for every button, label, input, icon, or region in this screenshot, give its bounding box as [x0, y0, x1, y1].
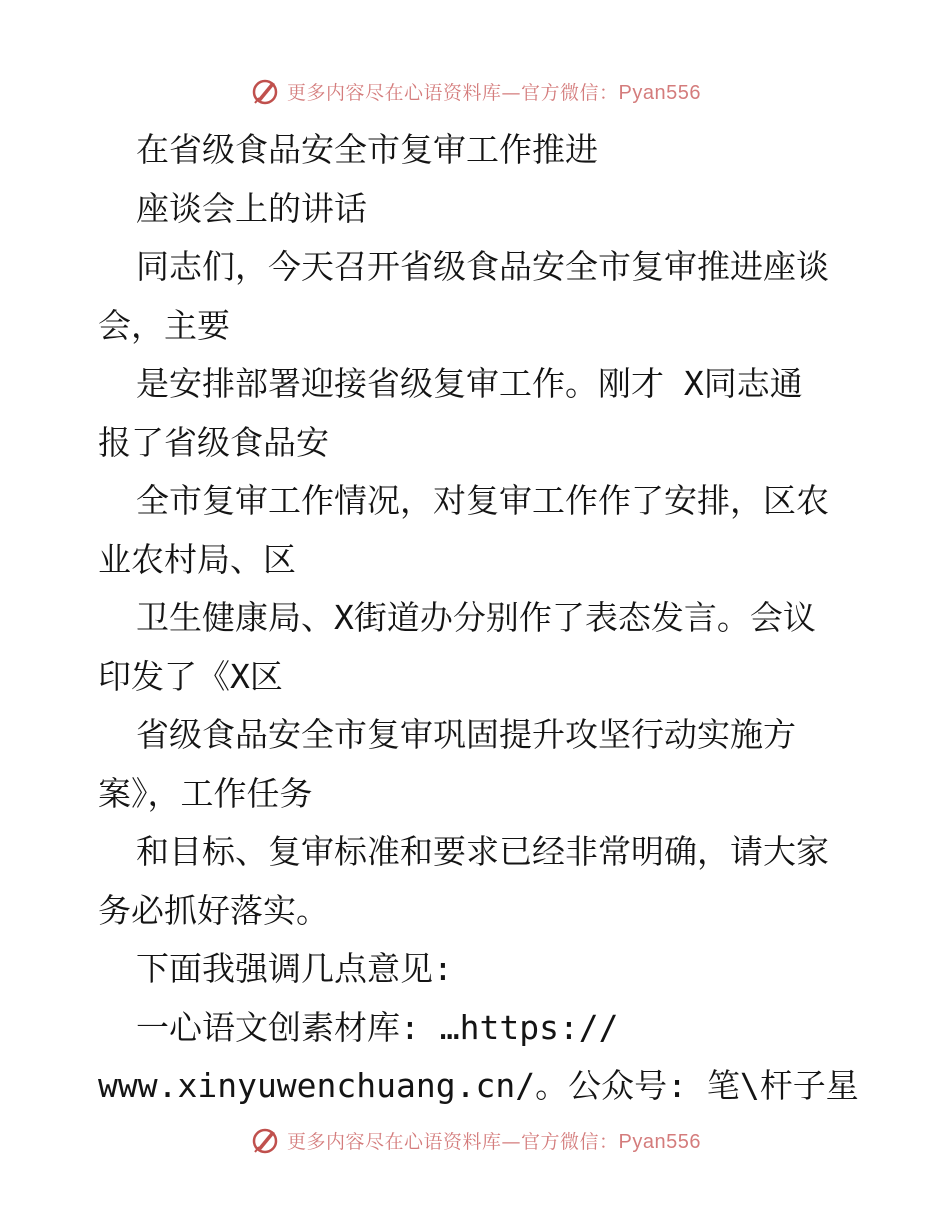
paragraph-line: 业农村局、区: [98, 539, 296, 579]
watermark-text: [287, 78, 701, 105]
paragraph-line: 全市复审工作情况，对复审工作作了安排，区农: [136, 481, 829, 520]
paragraph-line: 下面我强调几点意见:: [136, 949, 453, 988]
watermark-label: 更多内容尽在心语资料库—官方微信：: [287, 81, 619, 104]
quill-circle-icon: [249, 1124, 281, 1156]
paragraph-line: 报了省级食品安: [98, 422, 329, 462]
paragraph-line: 座谈会上的讲话: [136, 188, 367, 228]
paragraph-line: www.xinyuwenchuang.cn/。公众号: 笔\杆子星: [98, 1066, 859, 1105]
footer-watermark: [0, 1120, 950, 1160]
document-body: [98, 121, 858, 1116]
watermark-text: [287, 1127, 701, 1154]
paragraph-line: 印发了《X区: [98, 656, 283, 696]
paragraph-line: 案》，工作任务: [98, 773, 313, 813]
watermark-wechat-id: Pyan556: [618, 81, 701, 104]
paragraph-line: 是安排部署迎接省级复审工作。刚才 X同志通: [136, 364, 803, 403]
paragraph-line: 和目标、复审标准和要求已经非常明确，请大家: [136, 832, 829, 871]
paragraph-line: 一心语文创素材库: …https://: [136, 1007, 619, 1047]
paragraph-line: 省级食品安全市复审巩固提升攻坚行动实施方: [136, 715, 796, 754]
paragraph-line: 同志们，今天召开省级食品安全市复审推进座谈: [136, 247, 829, 286]
paragraph-line: 会，主要: [98, 305, 230, 345]
paragraph-line: 务必抓好落实。: [98, 890, 329, 930]
paragraph-line: 在省级食品安全市复审工作推进: [136, 130, 598, 169]
quill-circle-icon: [249, 75, 281, 107]
watermark-wechat-id: Pyan556: [618, 1130, 701, 1153]
watermark-label: 更多内容尽在心语资料库—官方微信：: [287, 1130, 619, 1153]
paragraph-line: 卫生健康局、X街道办分别作了表态发言。会议: [136, 598, 816, 637]
header-watermark: [0, 71, 950, 111]
